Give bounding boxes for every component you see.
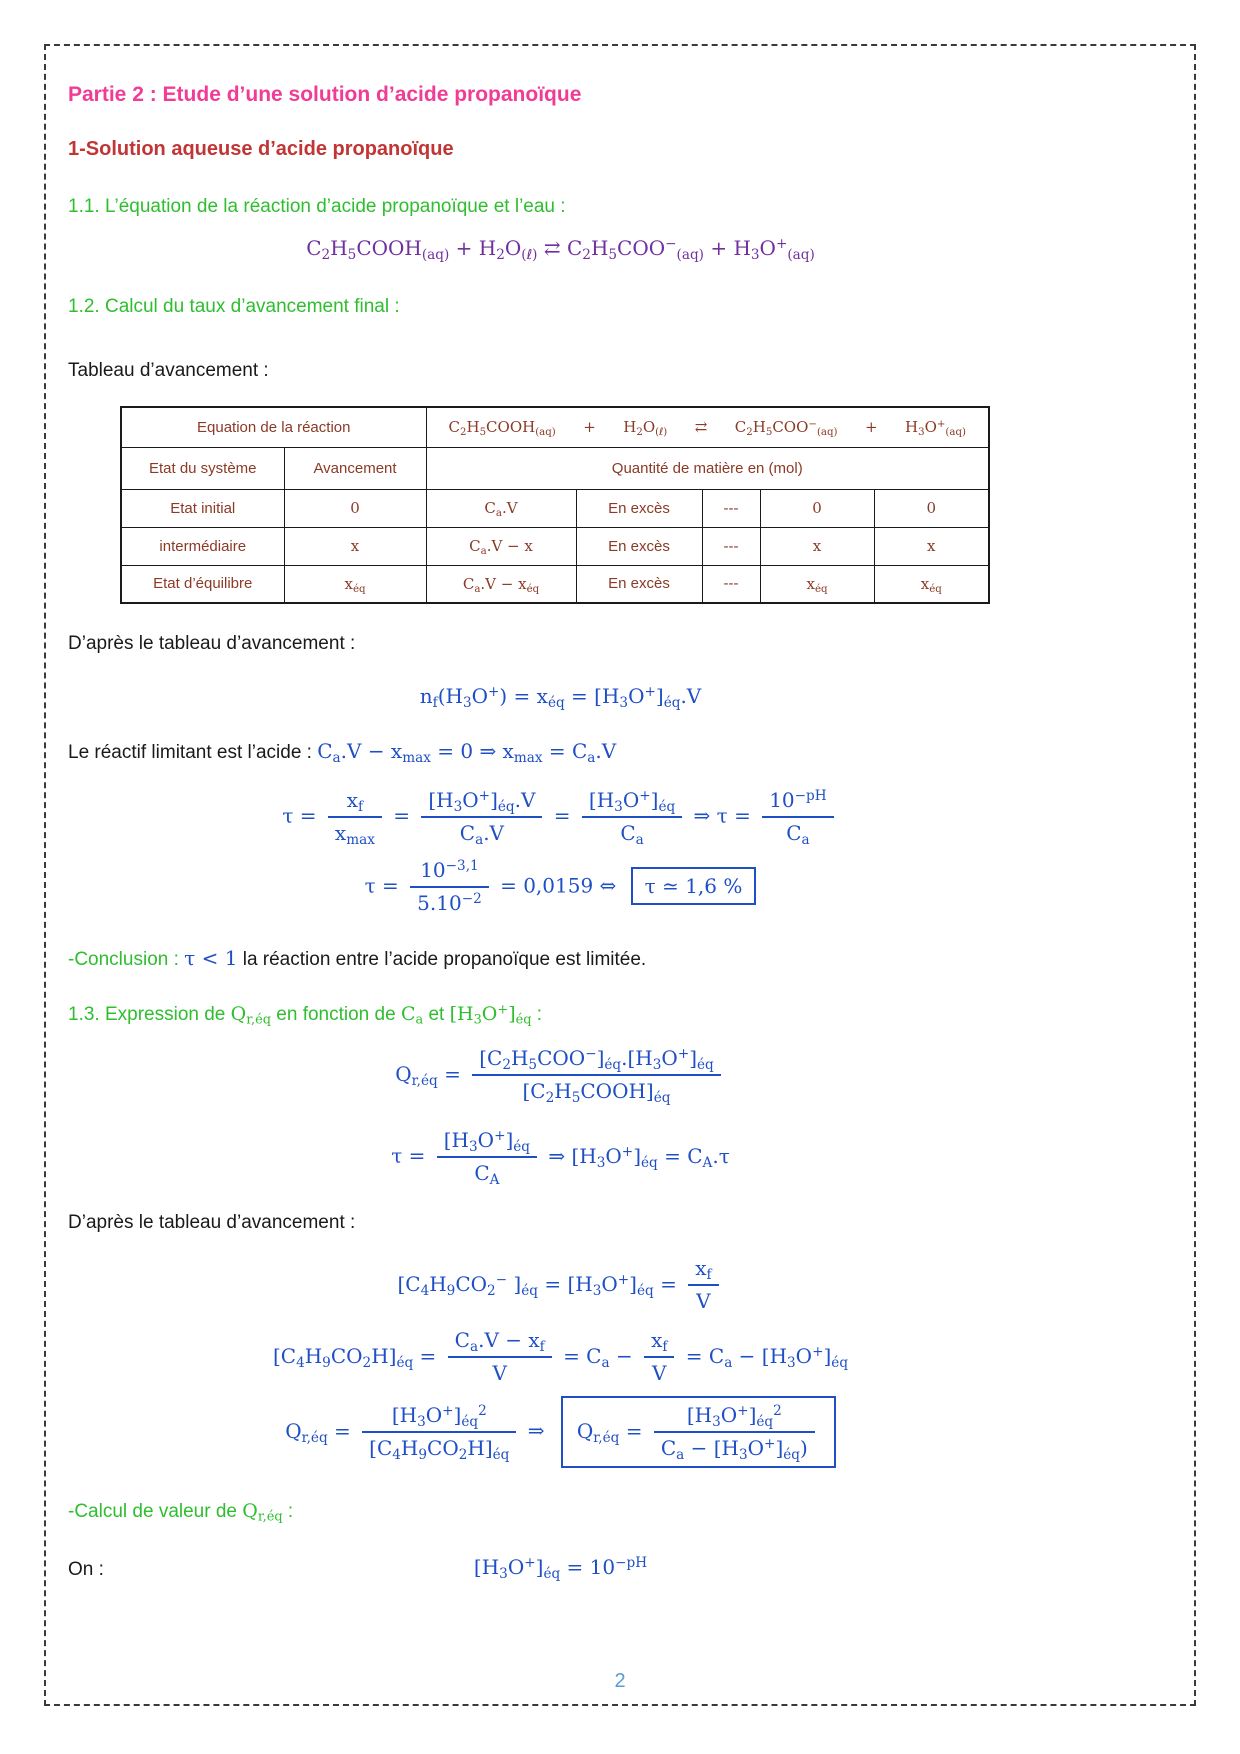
ion-concentration-equation [68,1256,1053,1314]
equation-part-propanoate: $C_2H_5COO^-_{(aq)}$ [734,418,838,439]
qr-box-fraction: $\frac{[H_3O^+]_{éq}^2}{C_a - [H_3O^+]_{éq})}$ [654,1403,815,1461]
table-row-headers [121,447,989,489]
question-1-2-title: 1.2. Calcul du taux d’avancement final : [68,296,400,317]
conc-acid-fraction-2: $\frac{x_f}{V}$ [644,1328,674,1386]
cell-state: Etat d’équilibre [121,565,284,603]
section-title: 1-Solution aqueuse d’acide propanoïque [68,138,454,160]
tau-equation [68,788,1053,846]
tau-fraction-1: $\frac{x_f}{x_{max}}$ [328,788,382,846]
table-equation-cell [426,407,989,447]
table-row [121,565,989,603]
qr-final-lhs: $Q_{r,éq}$ = [285,1418,351,1446]
table-equation-label: Equation de la réaction [121,407,426,447]
cell-avancement: 0 [284,489,426,527]
equation-part-arrows: ⇄ [694,418,708,437]
tau-rel-rhs: ⇒ $[H_3O^+]_{éq} = C_A.\tau$ [548,1143,730,1171]
tau-lhs: τ = [282,803,317,828]
table-row [121,489,989,527]
cell-ion1: $x_{éq}$ [760,565,874,603]
part-title: Partie 2 : Etude d’une solution d’acide propanoïque [68,83,582,106]
cell-dash: --- [702,565,760,603]
tau-implies: ⇒ τ = [693,803,751,828]
tau-eq2: = [553,803,571,828]
limiting-reactant-line [68,737,1172,765]
conclusion-line [68,944,1172,972]
conc-acid-rhs: = $C_a - [H_3O^+]_{éq}$ [685,1343,849,1371]
conc-ion-lhs: [$C_4H_9CO_2^-$ ]$_{éq} = [H_3O^+]_{éq}$ = [397,1271,677,1299]
cell-ion2: $x_{éq}$ [874,565,989,603]
conc-acid-lhs: $[C_4H_9CO_2H]_{éq}$ = [272,1343,437,1371]
question-1-3-title: 1.3. Expression de $Q_{r,éq}$ en fonction de $C_a$ et $[H_3O^+]_{éq}$ : [68,1002,543,1028]
acid-concentration-equation [68,1328,1053,1386]
tau-fraction-3: $\frac{[H_3O^+]_{éq}}{C_a}$ [582,788,682,846]
tau-relation-equation [68,1128,1053,1186]
qr-def-lhs: $Q_{r,éq}$ = [395,1061,461,1089]
equation-part-hydronium: $H_3O^+_{(aq)}$ [904,418,966,439]
dapres-label-1: D’après le tableau d’avancement : [68,633,356,654]
qr-final-fraction: $\frac{[H_3O^+]_{éq}^2}{[C_4H_9CO_2H]_{éq}}$ [362,1403,516,1461]
cell-dash: --- [702,489,760,527]
limiting-equation: $C_a.V - x_{max} = 0$ ⇒ $x_{max} = C_a.V$ [317,739,617,766]
table-equation [433,418,983,439]
on-line [68,1553,1172,1581]
cell-ion1: x [760,527,874,565]
qr-final-implies: ⇒ [527,1418,545,1443]
cell-ion2: x [874,527,989,565]
cell-water: En excès [576,527,702,565]
cell-water: En excès [576,565,702,603]
tau-eq1: = [393,803,410,828]
col-header-state: Etat du système [121,447,284,489]
cell-acid: $C_a.V$ [426,489,576,527]
qr-final-equation [68,1396,1053,1468]
qr-def-fraction: $\frac{[C_2H_5COO^-]_{éq}.[H_3O^+]_{éq}}{[C_2H_5COOH]_{éq}}$ [472,1046,721,1104]
table-row [121,527,989,565]
equation-part-plus2: + [864,418,878,437]
on-label: On : [68,1559,104,1580]
qr-definition-equation [68,1046,1053,1104]
tau-value-fraction: $\frac{10^{-3,1}}{5.10^{-2}}$ [410,858,489,916]
tau-fraction-4: $\frac{10^{-pH}}{C_a}$ [762,788,833,846]
question-1-1-title: 1.1. L’équation de la réaction d’acide propanoïque et l’eau : [68,196,566,217]
advancement-table-label: Tableau d’avancement : [68,360,269,381]
tau-rel-lhs: τ = [391,1143,426,1168]
advancement-table-wrap [68,406,1172,604]
equation-part-acid: $C_2H_5COOH_{(aq)}$ [448,418,556,439]
cell-acid: $C_a.V - x_{éq}$ [426,565,576,603]
conc-acid-mid: = $C_a$ − [563,1343,633,1371]
nf-equation: $n_f(H_3O^+) = x_{éq} = [H_3O^+]_{éq}.V$ [419,684,702,711]
document-page [68,0,1172,1754]
cell-state: intermédiaire [121,527,284,565]
tau-value-lhs: τ = [364,873,399,898]
cell-state: Etat initial [121,489,284,527]
reaction-equation: $C_2H_5COOH_{(aq)} + H_2O_{(\ell)}$ ⇄ $C_2H_5COO^-_{(aq)} + H_3O^+_{(aq)}$ [306,236,815,263]
conc-acid-fraction-1: $\frac{C_a.V - x_f}{V}$ [448,1328,552,1386]
tau-rel-fraction: $\frac{[H_3O^+]_{éq}}{C_A}$ [437,1128,537,1186]
cell-acid: $C_a.V - x$ [426,527,576,565]
conclusion-text: la réaction entre l’acide propanoïque est limitée. [242,949,647,970]
tau-value-mid: = 0,0159 ⇔ [500,873,617,898]
tau-value-equation [68,858,1053,916]
advancement-table [120,406,990,604]
tau-result-box: τ ≃ 1,6 % [631,867,757,905]
tau-fraction-2: $\frac{[H_3O^+]_{éq}.V}{C_a.V}$ [421,788,542,846]
col-header-quantity: Quantité de matière en (mol) [426,447,989,489]
conclusion-condition: τ < 1 [184,946,238,970]
equation-part-water: $H_2O_{(\ell)}$ [623,418,668,439]
page-number: 2 [614,1670,626,1692]
qr-result-box [561,1396,836,1468]
h3o-ph-equation: $[H_3O^+]_{éq} = 10^{-pH}$ [473,1555,648,1582]
cell-avancement: $x_{éq}$ [284,565,426,603]
cell-ion2: 0 [874,489,989,527]
col-header-avancement: Avancement [284,447,426,489]
limiting-label: Le réactif limitant est l’acide : [68,742,312,763]
qr-box-lhs: $Q_{r,éq}$ = [576,1418,643,1446]
conc-ion-fraction: $\frac{x_f}{V}$ [688,1256,718,1314]
table-row-equation [121,407,989,447]
dapres-label-2: D’après le tableau d’avancement : [68,1212,356,1233]
cell-avancement: x [284,527,426,565]
cell-water: En excès [576,489,702,527]
calc-qr-title: -Calcul de valeur de $Q_{r,éq}$ : [68,1500,294,1525]
cell-ion1: 0 [760,489,874,527]
cell-dash: --- [702,527,760,565]
equation-part-plus1: + [583,418,596,437]
conclusion-prefix: -Conclusion : [68,949,179,970]
